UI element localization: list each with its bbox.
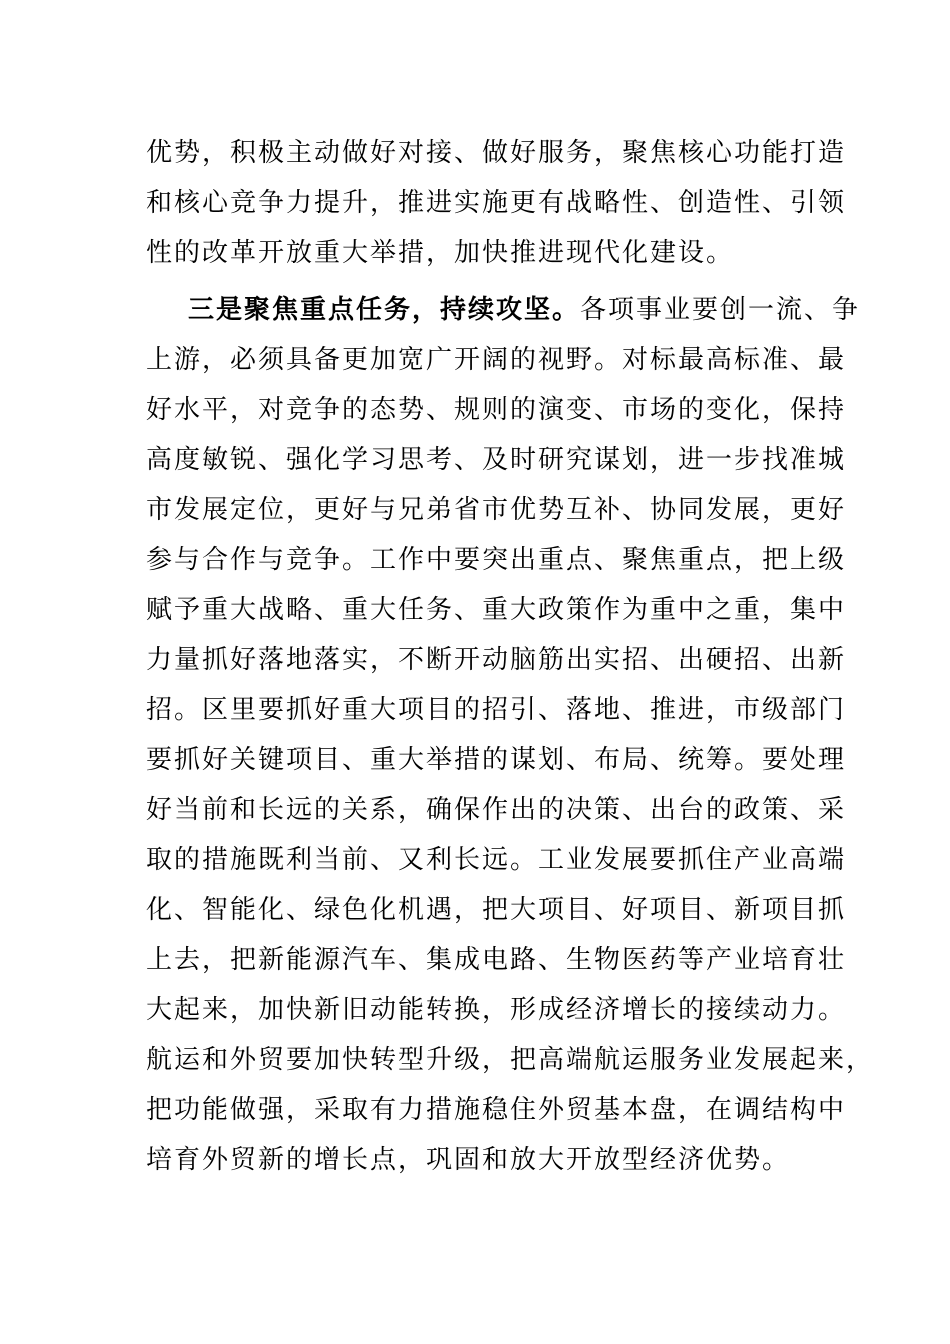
paragraph-line: 取的措施既利当前、又利长远。工业发展要抓住产业高端: [146, 845, 847, 875]
paragraph-line: 参与合作与竞争。工作中要突出重点、聚焦重点，把上级: [146, 545, 847, 575]
paragraph-2: [146, 285, 875, 1185]
paragraph-line: 力量抓好落地落实，不断开动脑筋出实招、出硬招、出新: [146, 645, 847, 675]
paragraph-line: 培育外贸新的增长点，巩固和放大开放型经济优势。: [146, 1145, 791, 1175]
first-line-text: 各项事业要创一流、争: [580, 295, 861, 325]
paragraph-line: 航运和外贸要加快转型升级，把高端航运服务业发展起来，: [146, 1045, 875, 1075]
paragraph-line: 要抓好关键项目、重大举措的谋划、布局、统筹。要处理: [146, 745, 847, 775]
paragraph-line: 高度敏锐、强化学习思考、及时研究谋划，进一步找准城: [146, 445, 847, 475]
paragraph-line: 好当前和长远的关系，确保作出的决策、出台的政策、采: [146, 795, 847, 825]
section-heading: 三是聚焦重点任务，持续攻坚。: [188, 295, 581, 325]
paragraph-line: 好水平，对竞争的态势、规则的演变、市场的变化，保持: [146, 395, 847, 425]
paragraph-first-line: [146, 285, 861, 335]
paragraph-line: 招。区里要抓好重大项目的招引、落地、推进，市级部门: [146, 695, 847, 725]
paragraph-line: 优势，积极主动做好对接、做好服务，聚焦核心功能打造: [146, 138, 847, 168]
paragraph-line: 大起来，加快新旧动能转换，形成经济增长的接续动力。: [146, 995, 847, 1025]
paragraph-line: 上去，把新能源汽车、集成电路、生物医药等产业培育壮: [146, 945, 847, 975]
paragraph-line: 上游，必须具备更加宽广开阔的视野。对标最高标准、最: [146, 345, 847, 375]
paragraph-line: 化、智能化、绿色化机遇，把大项目、好项目、新项目抓: [146, 895, 847, 925]
paragraph-line: 赋予重大战略、重大任务、重大政策作为重中之重，集中: [146, 595, 847, 625]
paragraph-line: 和核心竞争力提升，推进实施更有战略性、创造性、引领: [146, 188, 847, 218]
paragraph-1: [146, 128, 847, 278]
paragraph-line: 性的改革开放重大举措，加快推进现代化建设。: [146, 238, 735, 268]
paragraph-line: 把功能做强，采取有力措施稳住外贸基本盘，在调结构中: [146, 1095, 847, 1125]
paragraph-line: 市发展定位，更好与兄弟省市优势互补、协同发展，更好: [146, 495, 847, 525]
